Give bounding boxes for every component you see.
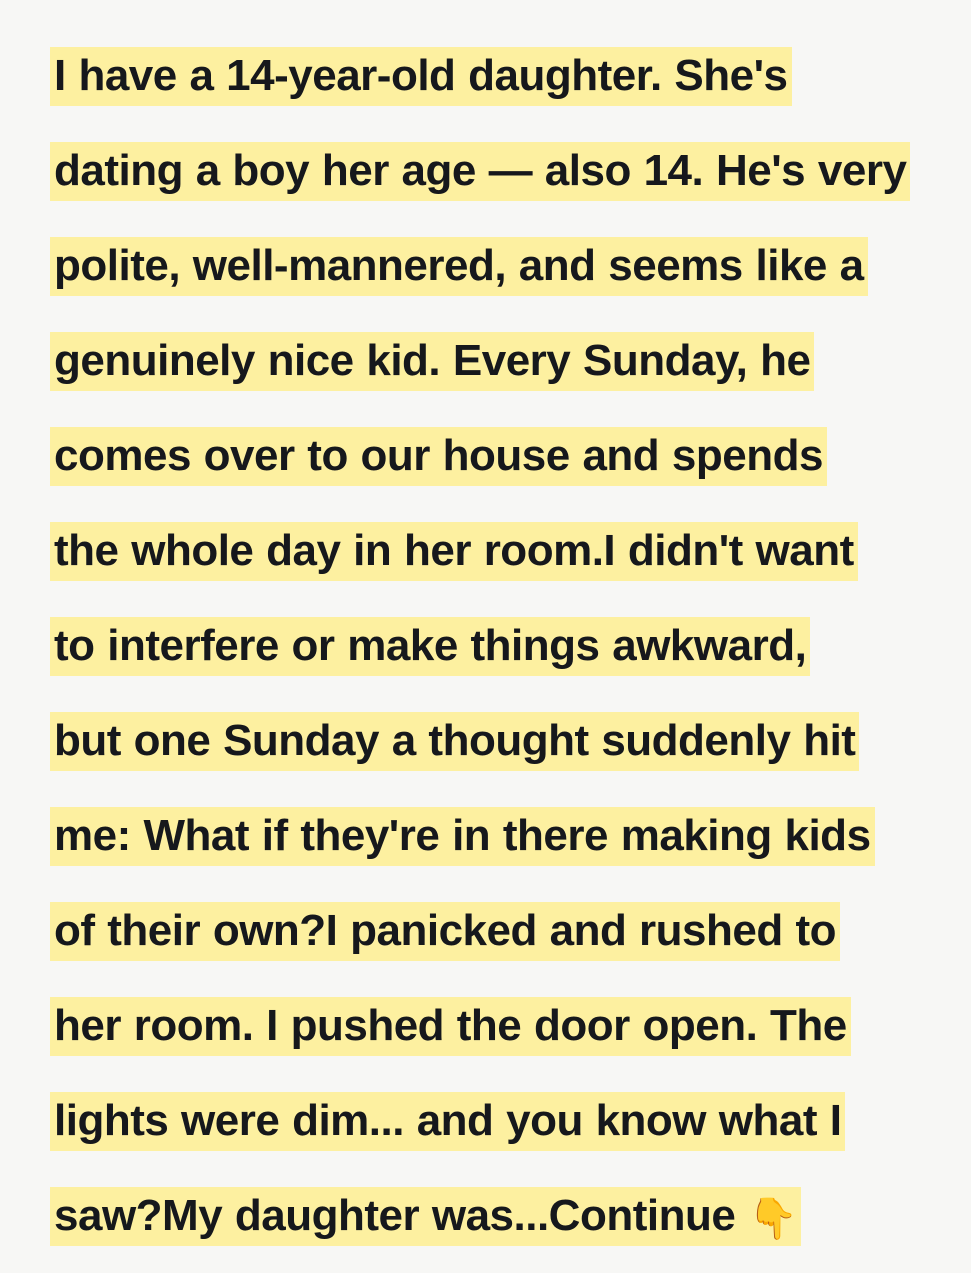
text-line <box>52 883 941 978</box>
text-line <box>52 313 941 408</box>
pointing-down-icon: 👇 <box>748 1197 798 1241</box>
highlighted-text: of their own?I panicked and rushed to <box>52 904 838 959</box>
highlighted-text: I have a 14-year-old daughter. She's <box>52 49 790 104</box>
highlighted-text: lights were dim... and you know what I <box>52 1094 843 1149</box>
text-line <box>52 123 941 218</box>
text-line <box>52 28 941 123</box>
highlighted-text: her room. I pushed the door open. The <box>52 999 849 1054</box>
text-line <box>52 503 941 598</box>
text-line-final <box>52 1168 941 1267</box>
text-line <box>52 788 941 883</box>
text-line <box>52 408 941 503</box>
highlighted-text: to interfere or make things awkward, <box>52 619 808 674</box>
text-line <box>52 598 941 693</box>
highlighted-text: dating a boy her age — also 14. He's very <box>52 144 908 199</box>
highlighted-text: the whole day in her room.I didn't want <box>52 524 856 579</box>
highlighted-text: me: What if they're in there making kids <box>52 809 873 864</box>
text-line <box>52 978 941 1073</box>
highlighted-text: but one Sunday a thought suddenly hit <box>52 714 857 769</box>
continue-call-to-action[interactable]: saw?My daughter was...Continue <box>54 1191 736 1240</box>
highlighted-text <box>52 1189 799 1244</box>
highlighted-text: polite, well-mannered, and seems like a <box>52 239 866 294</box>
highlighted-text: comes over to our house and spends <box>52 429 825 484</box>
story-text-block <box>52 28 941 1267</box>
text-line <box>52 218 941 313</box>
text-line <box>52 1073 941 1168</box>
highlighted-text: genuinely nice kid. Every Sunday, he <box>52 334 812 389</box>
text-line <box>52 693 941 788</box>
